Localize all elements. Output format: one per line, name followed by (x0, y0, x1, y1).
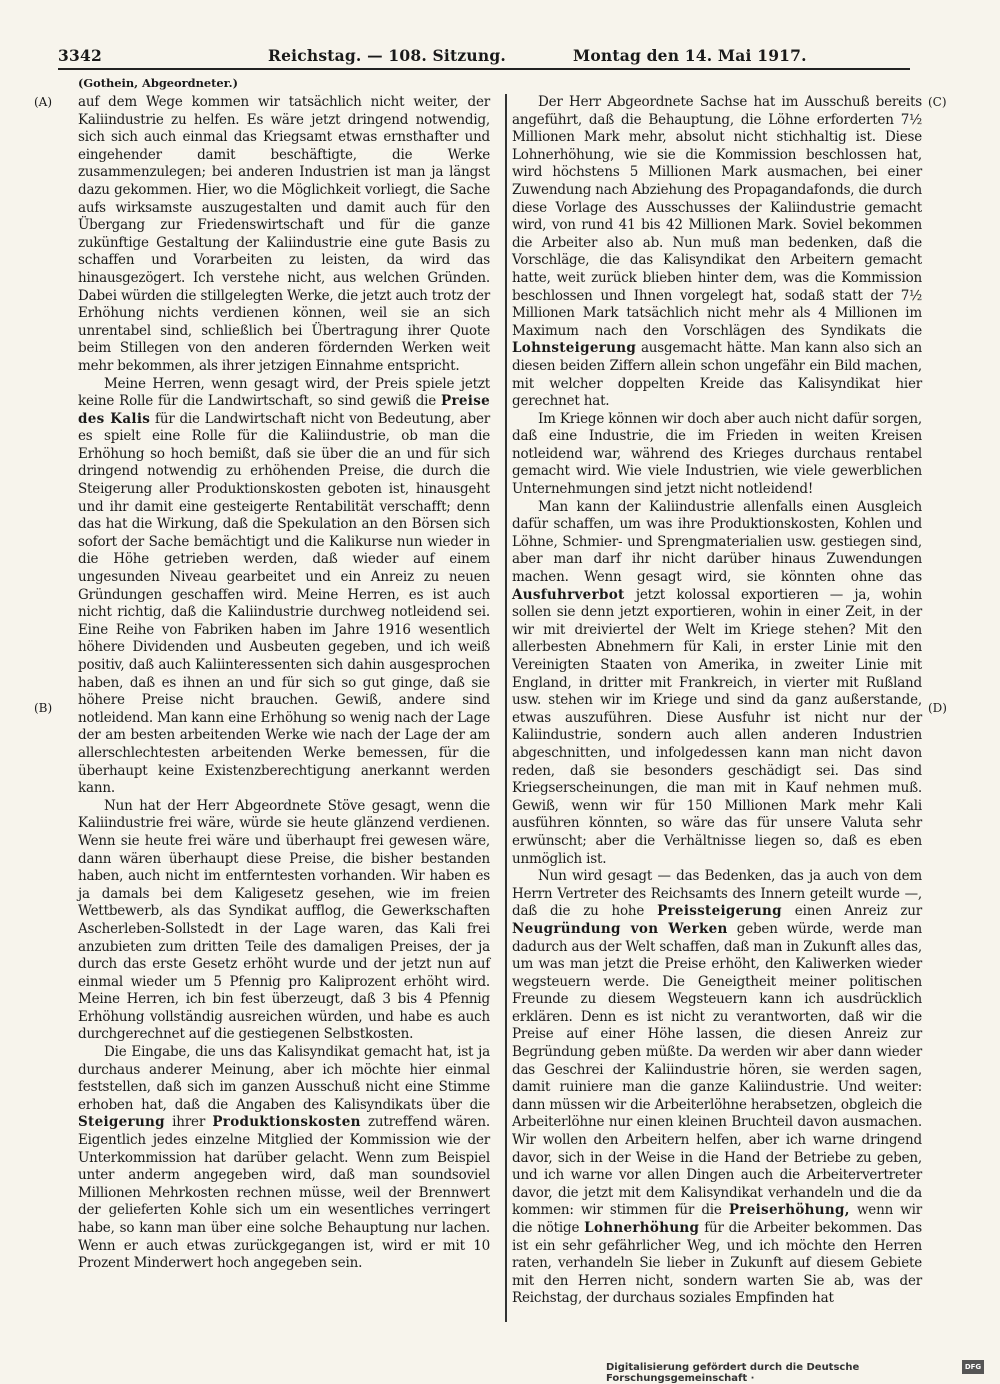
bold-term: Neugründung von Werken (512, 920, 728, 937)
running-header (58, 44, 908, 68)
text-run: ihrer (172, 1114, 206, 1131)
text-run: für die Landwirtschaft nicht von Bedeutung, aber es spielt eine Rolle für die Kaliindustrie, ob man die Erhöhung so hoch bemißt, daß sie über die an und für sich dringend notwendig zu erhöhenden Preise, die durch die Steigerung aller Produktionskosten geboten ist, hinausgeht und ihr damit eine gesteigerte Rentabilität verschafft; denn das hat die Wirkung, daß die Spekulation an den Börsen sich sofort der Sache bemächtigt und die Kalikurse nun wieder in die Höhe getrieben werden, daß wieder auf einem ungesunden Niveau gearbeitet und ein Anreiz zu neuen Gründungen geschaffen wird. Meine Herren, es ist auch nicht richtig, daß die Kaliindustrie durchweg notleidend sei. Eine Reihe von Fabriken haben im Jahre 1916 wesentlich höhere Dividenden und Ausbeuten gegeben, und ich weiß positiv, daß auch Kaliinteressenten sich dahin ausgesprochen haben, daß es ihnen an und für sich so gut ginge, daß sie höhere Preise nicht brauchen. Gewiß, andere sind notleidend. Man kann eine Erhöhung so wenig nach der Lage der am besten arbeitenden Werke wie nach der Lage der am allerschlechtesten arbeitenden Werke bemessen, für die überhaupt keine Existenzberechtigung anerkannt werden kann. (78, 410, 490, 797)
digitization-credit: Digitalisierung gefördert durch die Deutsche Forschungsgemeinschaft · (606, 1362, 860, 1384)
paragraph: auf dem Wege kommen wir tatsächlich nicht weiter, der Kaliindustrie zu helfen. Es wäre jetzt dringend notwendig, sich sich auch einmal das Kriegsamt etwas ernsthafter und eingehender damit beschäftigte, die Werke zusammenzulegen; bei anderen Industrien ist man ja längst dazu gekommen. Hier, wo die Möglichkeit vorliegt, die Sache aufs wirksamste auszugestalten und damit auch für den Übergang zur Friedenswirtschaft und für die ganze zukünftige Gestaltung der Kaliindustrie eine gute Basis zu schaffen und Vorarbeiten zu leisten, da wird das hinausgezögert. Ich verstehe nicht, aus welchen Gründen. Dabei würden die stillgelegten Werke, die jetzt auch trotz der Erhöhung nichts verdienen können, weil sie an sich unrentabel sind, schließlich bei Übertragung ihrer Quote beim Stillegen von den anderen fördernden Werken weit mehr bekommen, als ihrer jetzigen Einnahme entspricht. (78, 94, 490, 374)
text-run: Der Herr Abgeordnete Sachse hat im Ausschuß bereits angeführt, daß die Behauptung, die Löhne erforderten 7½ Millionen Mark mehr, absolut nicht stichhaltig ist. Diese Lohnerhöhung, wie sie die Kommission beschlossen hat, wird höchstens 5 Millionen Mark ausmachen, bei einer Zuwendung nach Abziehung des Propagandafonds, die durch diese Vorlage des Ausschusses der Kaliindustrie gemacht wird, von rund 41 bis 42 Millionen Mark. Soviel bekommen die Arbeiter also ab. Nun muß man bedenken, daß die Vorschläge, die das Kalisyndikat den Arbeitern gemacht hatte, weit zurück blieben hinter dem, was die Kommission beschlossen und Ihnen vorgelegt hat, sodaß statt der 7½ Millionen Mark tatsächlich nicht mehr als 4 Millionen im Maximum nach den Vorschlägen des Syndikats die (512, 94, 922, 339)
bold-term: Lohnerhöhung (584, 1220, 700, 1236)
paragraph: Nun hat der Herr Abgeordnete Stöve gesagt, wenn die Kaliindustrie frei wäre, würde sie heute glänzend verdienen. Wenn sie heute frei wäre und überhaupt frei gewesen wäre, dann wären überhaupt diese Preise, die bisher bestanden haben, auch nicht im entferntesten vorhanden. Wir haben es ja damals bei dem Kaligesetz gesehen, wie im freien Wettbewerb, als das Syndikat aufflog, die Gewerkschaften Ascherleben-Sollstedt in der Lage waren, das Kali frei anzubieten zum dritten Teile des damaligen Preises, der ja durch das erste Gesetz erhöht wurde und der jetzt nun auf einmal wieder um 5 Pfennig pro Kaliprozent erhöht wird. Meine Herren, ich bin fest überzeugt, daß 3 bis 4 Pfennig Erhöhung vollständig ausreichen würden, und habe es auch durchgerechnet auf die gestiegenen Selbstkosten. (78, 797, 490, 1043)
column-divider (505, 94, 507, 1322)
paragraph (78, 376, 490, 798)
right-column (512, 94, 922, 1308)
bold-term: Preissteigerung (657, 903, 782, 920)
text-run: geben würde, werde man dadurch aus der Welt schaffen, daß man in Zukunft alles das, um was man jetzt die Preise erhöht, den Kaliwerken wieder wegsteuern werde. Die Geneigtheit meiner politischen Freunde zu diesem Wegsteuern kann ich ausdrücklich erklären. Denn es ist nicht zu verantworten, daß wir die Preise auf einer Höhe lassen, die diesen Anreiz zur Begründung geben müßte. Da werden wir aber dann wieder das Geschrei der Kaliindustrie hören, sie werden sagen, damit ruiniere man die ganze Kaliindustrie. Und weiter: dann müssen wir die Arbeiterlöhne herabsetzen, obgleich die Arbeiterlöhne nur einen kleinen Bruchteil davon ausmachen. Wir wollen den Arbeitern helfen, aber ich warne dringend davor, sich in der Weise in die Hand der Betriebe zu geben, und ich warne vor allen Dingen auch die Arbeitervertreter davor, die jetzt mit dem Kalisyndikat verhandeln und die da kommen: wir stimmen für die (512, 920, 923, 1219)
text-run: Meine Herren, wenn gesagt wird, der Preis spiele jetzt keine Rolle für die Landwirtschaft, so sind gewiß die (78, 375, 490, 410)
bold-term: Ausfuhrverbot (512, 586, 625, 603)
paragraph (78, 1044, 490, 1273)
text-run: Nun wird gesagt — das Bedenken, das ja auch von dem Herrn Vertreter des Reichsamts des Innern geteilt wurde —, daß die zu hohe (512, 868, 922, 920)
paragraph: Im Kriege können wir doch aber auch nicht dafür sorgen, daß eine Industrie, die im Frieden in weiten Kreisen notleidend war, während des Krieges durchaus rentabel gemacht wird. Wie viele Industrien, wie viele gewerblichen Unternehmungen sind jetzt nicht notleidend! (512, 410, 922, 498)
margin-marker-b: (B) (34, 701, 53, 715)
text-run: Die Eingabe, die uns das Kalisyndikat gemacht hat, ist ja durchaus anderer Meinung, aber ich möchte hier einmal feststellen, daß sich im ganzen Ausschuß nicht eine Stimme erhoben hat, daß die Angaben des Kalisyndikats über die (78, 1044, 490, 1113)
page-number: 3342 (58, 46, 102, 65)
paragraph (512, 499, 922, 868)
paragraph (512, 868, 922, 1308)
paragraph (512, 94, 922, 411)
text-run: Man kann der Kaliindustrie allenfalls einen Ausgleich dafür schaffen, um was ihre Produktionskosten, Kohlen und Löhne, Schmier- und Sprengmaterialien usw. gestiegen sind, aber man darf ihr nicht darüber hinaus Zuwendungen machen. Wenn gesagt wird, sie könnten ohne das (512, 498, 922, 586)
text-run: einen Anreiz zur (794, 903, 922, 920)
text-run: jetzt kolossal exportieren — ja, wohin sollen sie denn jetzt exportieren, wohin in einer Zeit, in der wir mit dreiviertel der Welt im Kriege stehen? Mit den allerbesten Abnehmern für Kali, in erster Linie mit den Vereinigten Staaten von Amerika, in zweiter Linie mit England, in dritter mit Frankreich, in vierter mit Rußland usw. stehen wir im Kriege und sind da ganz außerstande, etwas auszuführen. Diese Ausfuhr ist nicht nur der Kaliindustrie, sondern auch allen anderen Industrien abgeschnitten, und infolgedessen kann man nicht davon reden, daß sie besonders geschädigt sei. Das sind Kriegserscheinungen, die man mit in Kauf nehmen muß. Gewiß, wenn wir für 150 Millionen Mark mehr Kali ausführen könnten, so wäre das für unsere Valuta sehr erwünscht; aber die Verhältnisse liegen so, daß es eben unmöglich ist. (512, 586, 922, 867)
header-date: Montag den 14. Mai 1917. (573, 46, 807, 65)
bold-term: Steigerung (78, 1114, 165, 1131)
speaker-label: (Gothein, Abgeordneter.) (78, 76, 238, 90)
left-column (78, 94, 490, 1273)
running-title: Reichstag. — 108. Sitzung. (268, 46, 506, 65)
bold-term: Preiserhöhung, (728, 1202, 850, 1219)
text-run: wenn wir die nötige (512, 1202, 922, 1236)
text-run: ausgemacht hätte. Man kann also sich an diesen beiden Ziffern allein schon ungefähr ein Bild machen, mit welcher doppelten Kreide das Kalisyndikat hier gerechnet hat. (512, 340, 922, 410)
text-run: für die Arbeiter bekommen. Das ist ein sehr gefährlicher Weg, und ich möchte den Herren raten, verhandeln Sie lieber in Zukunft auf diesem Gebiete mit den Herren nicht, sondern warten Sie ab, was der Reichstag, der durchaus soziales Empfinden hat (512, 1220, 923, 1307)
margin-marker-a: (A) (34, 95, 53, 109)
margin-marker-c: (C) (928, 95, 947, 109)
margin-marker-d: (D) (928, 701, 947, 715)
bold-term: Preise des Kalis (78, 393, 490, 427)
bold-term: Produktionskosten (212, 1114, 361, 1131)
header-rule (58, 68, 910, 70)
text-run: zutreffend wären. Eigentlich jedes einzelne Mitglied der Kommission wie der Unterkommission hat darüber gelacht. Wenn zum Beispiel unter anderm angegeben wird, daß man soundsoviel Millionen Mehrkosten rechnen müsse, weil der Brennwert der gelieferten Kohle sich um ein wesentliches verringert habe, so kann man über eine solche Behauptung nur lachen. Wenn er auch etwas zurückgegangen ist, wird er mit 10 Prozent Minderwert hoch angegeben sein. (78, 1114, 491, 1272)
dfg-logo: DFG (962, 1360, 984, 1374)
bold-term: Lohnsteigerung (512, 340, 637, 357)
